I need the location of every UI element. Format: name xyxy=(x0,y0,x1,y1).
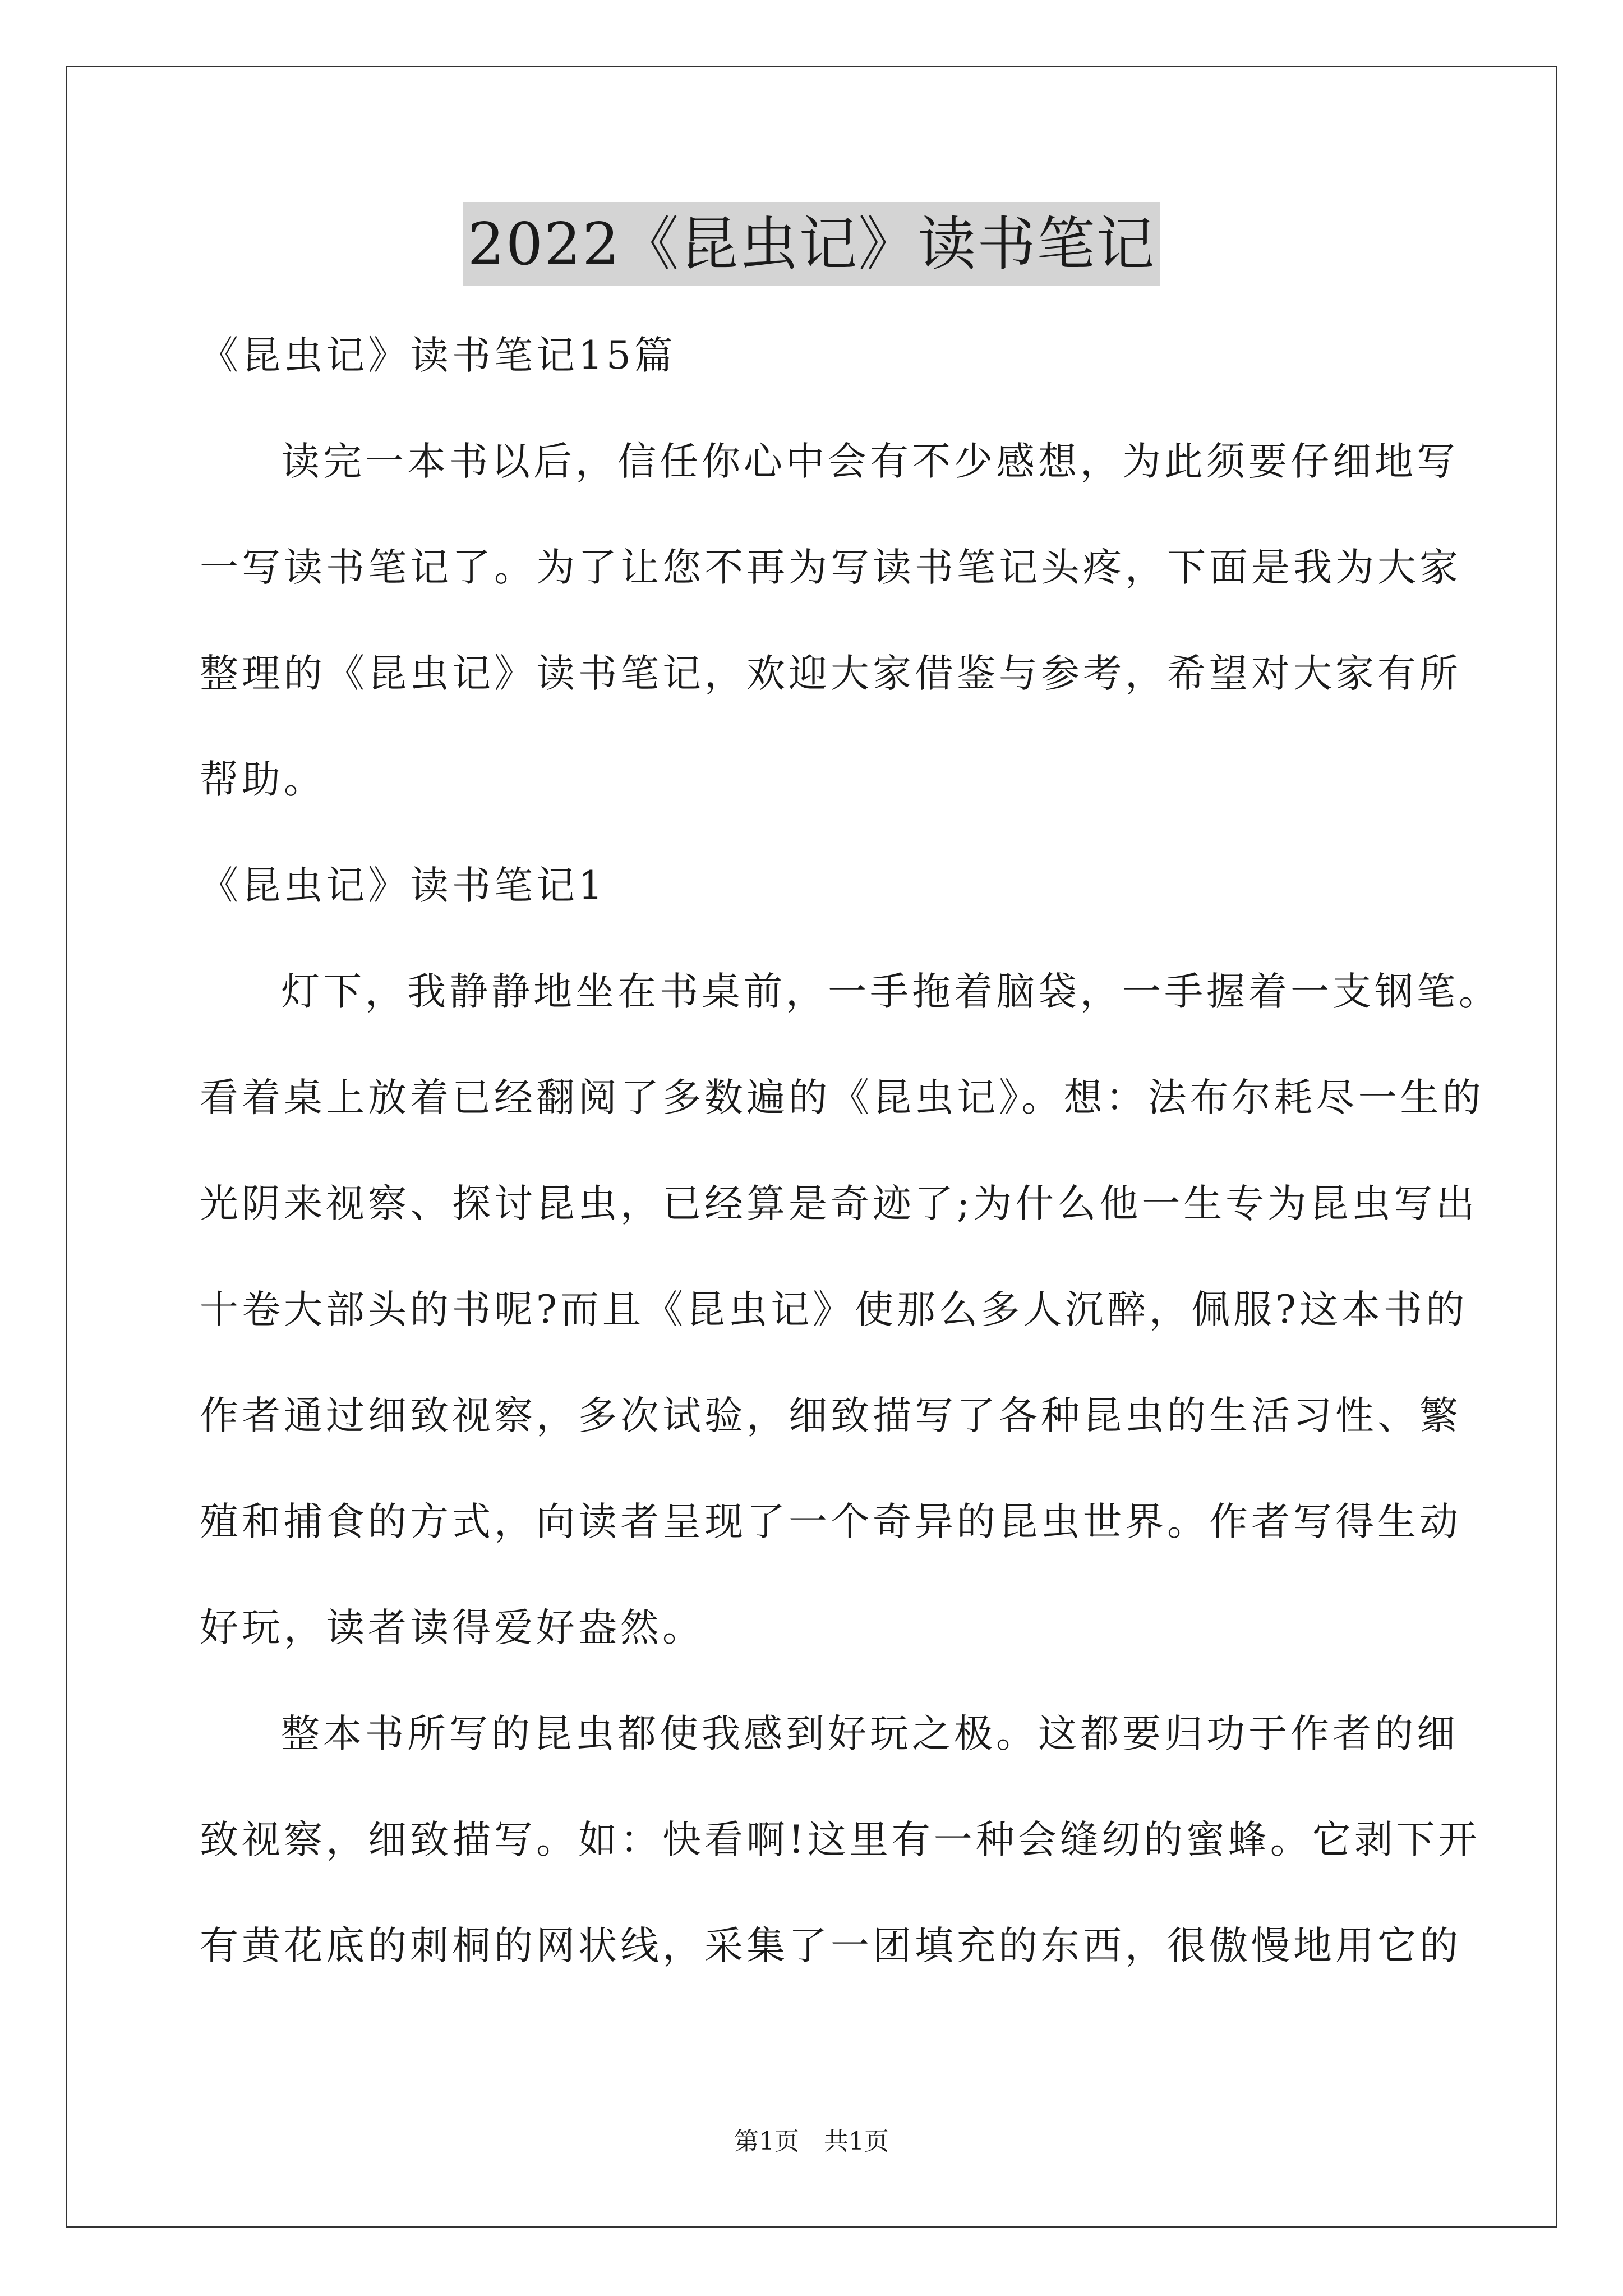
paragraph-line: 看着桌上放着已经翻阅了多数遍的《昆虫记》。想：法布尔耗尽一生的 xyxy=(200,1075,1484,1120)
paragraph-line: 十卷大部头的书呢?而且《昆虫记》使那么多人沉醉，佩服?这本书的 xyxy=(200,1287,1468,1332)
paragraph-line: 一写读书笔记了。为了让您不再为写读书笔记头疼，下面是我为大家 xyxy=(200,545,1461,590)
subtitle-line: 《昆虫记》读书笔记15篇 xyxy=(200,333,676,378)
title-wrap xyxy=(0,202,1623,286)
paragraph-line: 好玩，读者读得爱好盎然。 xyxy=(200,1605,704,1650)
paragraph-line: 作者通过细致视察，多次试验，细致描写了各种昆虫的生活习性、繁 xyxy=(200,1393,1461,1438)
paragraph-line: 整本书所写的昆虫都使我感到好玩之极。这都要归功于作者的细 xyxy=(281,1711,1459,1756)
document-body xyxy=(200,303,1501,1999)
paragraph-line: 致视察，细致描写。如：快看啊!这里有一种会缝纫的蜜蜂。它剥下开 xyxy=(200,1818,1481,1862)
paragraph-line: 读完一本书以后，信任你心中会有不少感想，为此须要仔细地写 xyxy=(281,439,1459,484)
document-title: 2022《昆虫记》读书笔记 xyxy=(463,202,1160,286)
paragraph-line: 有黄花底的刺桐的网状线，采集了一团填充的东西，很傲慢地用它的 xyxy=(200,1924,1461,1968)
paragraph-line: 帮助。 xyxy=(200,757,326,802)
paragraph-line: 光阴来视察、探讨昆虫，已经算是奇迹了;为什么他一生专为昆虫写出 xyxy=(200,1181,1478,1226)
paragraph-line: 整理的《昆虫记》读书笔记，欢迎大家借鉴与参考，希望对大家有所 xyxy=(200,651,1461,696)
page-footer: 第1页 共1页 xyxy=(734,2127,889,2156)
paragraph-line: 灯下，我静静地坐在书桌前，一手拖着脑袋，一手握着一支钢笔。 xyxy=(281,969,1501,1014)
paragraph-line: 殖和捕食的方式，向读者呈现了一个奇异的昆虫世界。作者写得生动 xyxy=(200,1499,1461,1544)
section-heading: 《昆虫记》读书笔记1 xyxy=(200,863,606,908)
